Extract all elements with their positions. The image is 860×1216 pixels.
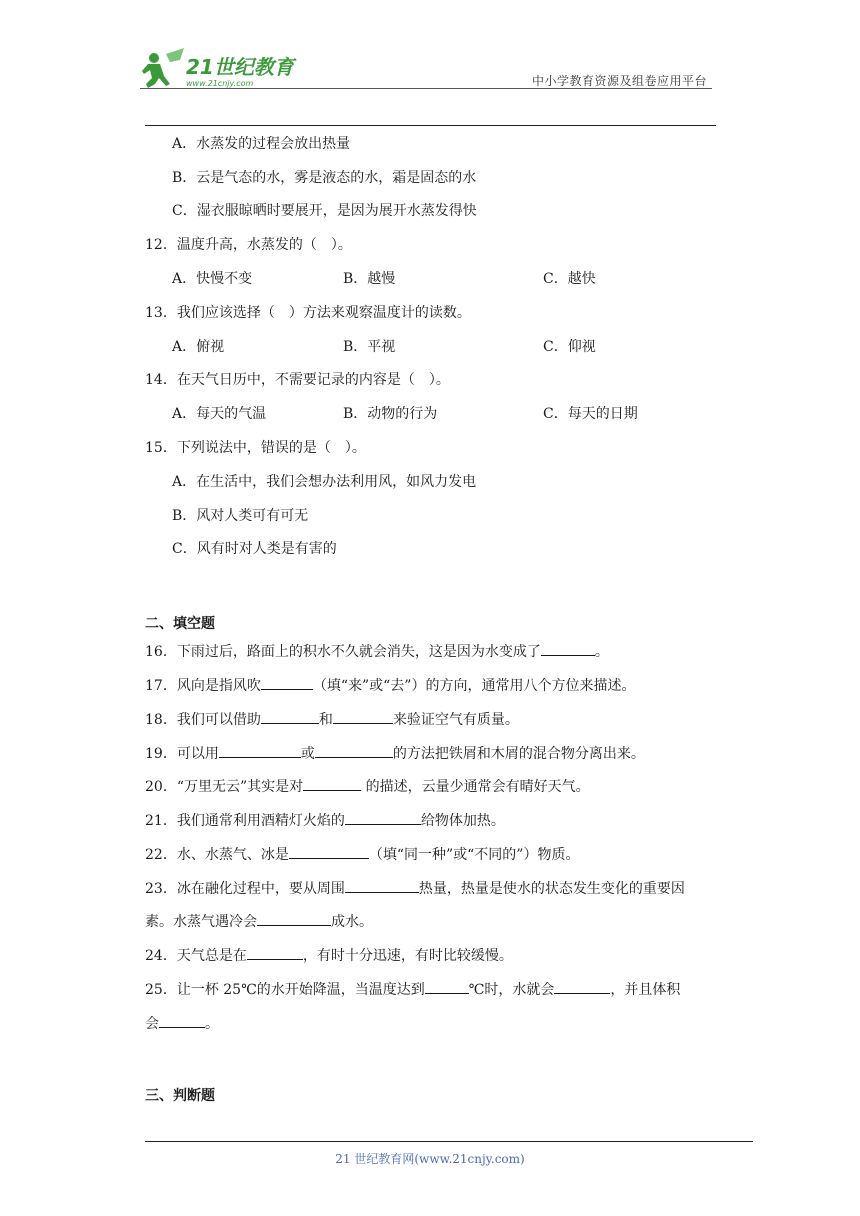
q12-option-b: B．越慢: [343, 271, 396, 287]
q11-option-b: B．云是气态的水，雾是液态的水，霜是固态的水: [172, 170, 477, 186]
q20-blank[interactable]: [303, 776, 361, 791]
q21-text: 21．我们通常利用酒精灯火焰的: [145, 813, 345, 829]
q25-blank-3[interactable]: [159, 1013, 205, 1028]
q18-rest: 来验证空气有质量。: [392, 712, 519, 728]
logo-text: 21世纪教育: [186, 55, 294, 79]
q19-rest: 的方法把铁屑和木屑的混合物分离出来。: [392, 746, 645, 762]
logo-url: www.21cnjy.com: [186, 79, 254, 88]
q20-rest: 的描述，云量少通常会有晴好天气。: [361, 779, 590, 795]
q25-blank-1[interactable]: [425, 979, 469, 994]
q12-option-c: C．越快: [543, 271, 596, 287]
q15-stem: 15．下列说法中，错误的是（ ）。: [145, 440, 366, 456]
q14-option-c: C．每天的日期: [543, 406, 638, 422]
q23-blank-1[interactable]: [345, 878, 419, 893]
q14-option-b: B．动物的行为: [343, 406, 438, 422]
q15-option-a: A．在生活中，我们会想办法利用风，如风力发电: [172, 474, 477, 490]
q17-blank[interactable]: [261, 675, 313, 690]
q18-blank-1[interactable]: [261, 709, 319, 724]
q25-end: 。: [205, 1016, 219, 1032]
q23-line-2: [145, 911, 373, 932]
q17-text: 17．风向是指风吹: [145, 678, 261, 694]
q18-blank-2[interactable]: [333, 709, 393, 724]
q11-option-a: A．水蒸发的过程会放出热量: [172, 136, 351, 152]
q23-cont: 素。水蒸气遇冷会: [145, 914, 257, 930]
q22-blank[interactable]: [289, 844, 369, 859]
q21-blank[interactable]: [345, 810, 421, 825]
logo-graphic: [140, 44, 310, 94]
q22-rest: （填“同一种”或“不同的”）物质。: [368, 847, 580, 863]
q13-stem: 13．我们应该选择（ ）方法来观察温度计的读数。: [145, 305, 471, 321]
footer-rule: [145, 1141, 753, 1142]
q19: [145, 743, 645, 764]
q25-text: 25．让一杯 25℃的水开始降温，当温度达到: [145, 982, 425, 998]
page-top-rule: [145, 125, 716, 126]
q14-option-a: A．每天的气温: [172, 406, 267, 422]
section-fill-in-title: 二、填空题: [145, 616, 215, 632]
q19-blank-2[interactable]: [315, 743, 393, 758]
q15-option-b: B．风对人类可有可无: [172, 508, 309, 524]
q25-mid: ℃时，水就会: [468, 982, 555, 998]
section-true-false-title: 三、判断题: [145, 1088, 215, 1104]
q13-option-b: B．平视: [343, 339, 396, 355]
q23-blank-2[interactable]: [257, 911, 331, 926]
q19-blank-1[interactable]: [219, 743, 301, 758]
q25-line-2: [145, 1013, 219, 1034]
q16-text: 16．下雨过后，路面上的积水不久就会消失，这是因为水变成了: [145, 644, 541, 660]
q21-rest: 给物体加热。: [420, 813, 505, 829]
q20-text: 20．“万里无云”其实是对: [145, 779, 304, 795]
q24-text: 24．天气总是在: [145, 948, 247, 964]
q23-mid: 热量，热量是使水的状态发生变化的重要因: [418, 881, 685, 897]
q13-option-a: A．俯视: [172, 339, 225, 355]
q12-stem: 12．温度升高，水蒸发的（ ）。: [145, 237, 352, 253]
q25-cont: 会: [145, 1016, 159, 1032]
q18: [145, 709, 519, 730]
q21: [145, 810, 505, 831]
q16: [145, 641, 609, 662]
q19-or: 或: [300, 746, 315, 762]
q15-option-c: C．风有时对人类是有害的: [172, 541, 337, 557]
q24-rest: ，有时十分迅速，有时比较缓慢。: [302, 948, 513, 964]
q24: [145, 945, 513, 966]
q23-end: 成水。: [331, 914, 373, 930]
q18-text: 18．我们可以借助: [145, 712, 261, 728]
q17: [145, 675, 635, 696]
q22-text: 22．水、水蒸气、冰是: [145, 847, 289, 863]
footer-text[interactable]: 21 世纪教育网(www.21cnjy.com): [335, 1152, 525, 1166]
q25-line-1: [145, 979, 680, 1000]
q12-option-a: A．快慢不变: [172, 271, 253, 287]
q25-tail: ，并且体积: [610, 982, 681, 998]
site-logo: [140, 44, 310, 94]
header-divider: [140, 88, 712, 89]
q17-rest: （填“来”或“去”）的方向，通常用八个方位来描述。: [312, 678, 636, 694]
q23-text: 23．冰在融化过程中，要从周围: [145, 881, 345, 897]
q25-blank-2[interactable]: [554, 979, 610, 994]
q19-text: 19．可以用: [145, 746, 219, 762]
q18-and: 和: [318, 712, 333, 728]
q23-line-1: [145, 878, 685, 899]
q16-end: 。: [594, 644, 609, 660]
q20: [145, 776, 590, 797]
q13-option-c: C．仰视: [543, 339, 596, 355]
q16-blank[interactable]: [541, 641, 595, 656]
q11-option-c: C．湿衣服晾晒时要展开，是因为展开水蒸发得快: [172, 203, 477, 219]
q22: [145, 844, 579, 865]
q14-stem: 14．在天气日历中，不需要记录的内容是（ ）。: [145, 372, 450, 388]
q24-blank[interactable]: [247, 945, 303, 960]
header-platform-name: 中小学教育资源及组卷应用平台: [532, 74, 708, 88]
